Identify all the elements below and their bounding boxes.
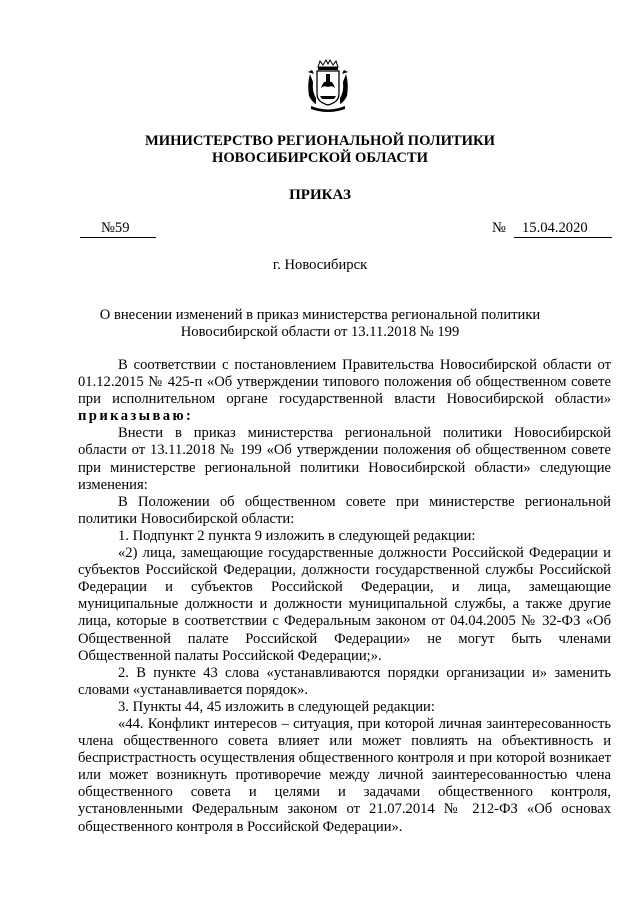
city-name: г. Новосибирск <box>272 257 368 273</box>
date-label: № <box>492 220 506 236</box>
order-subject: О внесении изменений в приказ министерства региональной политики Новосибирской области от 13.11.2018 № 199 <box>99 307 541 341</box>
paragraph: «2) лица, замещающие государственные должности Российской Федерации и субъектов Российской Федерации, должности государственной службы Российской Федерации и субъектов Российской Федерации, и лица, замещающие муниципальные должности и должности муниципальной службы, а также другие лица, которые в соответствии с Федеральным законом от 04.04.2005 № 32-ФЗ «Об Общественной палате Российской Федерации» не могут быть членами Общественной палаты Российской Федерации;». <box>78 545 611 664</box>
preamble-text: В соответствии с постановлением Правительства Новосибирской области от 01.12.2015 № 425-п «Об утверждении типового положения об общественном совете при исполнительном органе государственной власти Новосибирской области» <box>78 357 611 408</box>
document-type-title: ПРИКАЗ <box>289 187 351 203</box>
paragraph: 2. В пункте 43 слова «устанавливаются порядки организации и» заменить словами «устанавливается порядок». <box>78 664 611 698</box>
paragraph: 3. Пункты 44, 45 изложить в следующей редакции: <box>118 698 435 715</box>
ministry-name-line2: НОВОСИБИРСКОЙ ОБЛАСТИ <box>211 150 428 166</box>
paragraph: Внести в приказ министерства региональной политики Новосибирской области от 13.11.2018 № 199 «Об утверждении положения об общественном совете при министерстве региональной политики Новосибирской области» следующие изменения: <box>78 425 611 493</box>
paragraph-preamble <box>78 357 611 425</box>
order-word: приказываю: <box>78 408 194 425</box>
ministry-name-line1: МИНИСТЕРСТВО РЕГИОНАЛЬНОЙ ПОЛИТИКИ <box>145 133 495 149</box>
order-number: №59 <box>80 219 156 238</box>
paragraph: 1. Подпункт 2 пункта 9 изложить в следующей редакции: <box>118 527 476 544</box>
order-date: 15.04.2020 <box>514 219 612 238</box>
paragraph: В Положении об общественном совете при министерстве региональной политики Новосибирской области: <box>78 493 611 527</box>
document-body <box>78 357 611 836</box>
paragraph: «44. Конфликт интересов – ситуация, при которой личная заинтересованность члена общественного совета влияет или может повлиять на объективность и беспристрастность осуществления общественного контроля и при которой возникает или может возникнуть противоречие между личной заинтересованностью члена общественного совета и целями и задачами общественного контроля, установленными Федеральным законом от 21.07.2014 № 212-ФЗ «Об основах общественного контроля в Российской Федерации». <box>78 715 611 835</box>
coat-of-arms-icon <box>305 58 351 114</box>
